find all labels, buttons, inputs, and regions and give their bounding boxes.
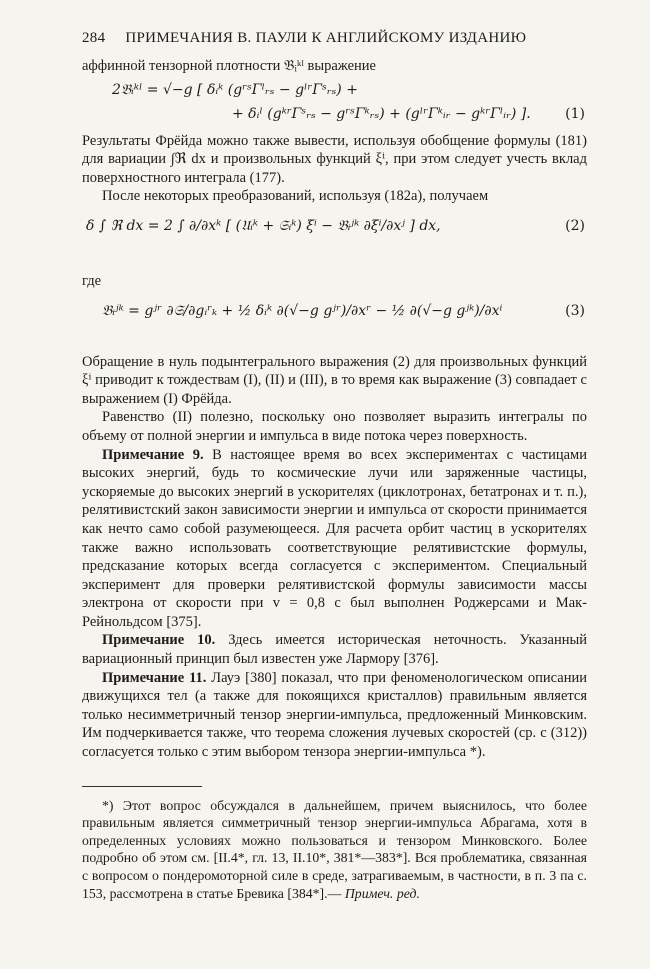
note-10: [82, 631, 587, 668]
where-label: где: [82, 272, 102, 289]
page-number: 284: [82, 30, 106, 46]
paragraph-3: Обращение в нуль подынтегрального выражения (2) для произвольных функций ξⁱ приводит к тождествам (I), (II) и (III), в то время как выражение (3) совпадает с выражением (I) Фрёйда.: [82, 353, 587, 407]
equation-number-1: (1): [565, 105, 585, 122]
paragraph-2: После некоторых преобразований, используя (182а), получаем: [102, 188, 489, 205]
note-10-label: Примечание 10.: [102, 632, 216, 649]
equation-number-2: (2): [565, 217, 585, 234]
formula-1-line-1-text: 2𝔅ᵢᵏˡ = √−g [ δᵢᵏ (gʳˢΓˡᵣₛ − gˡʳΓˢᵣₛ) +: [112, 81, 358, 98]
formula-3: [82, 291, 587, 353]
formula-3-text: 𝔅ᵢʲᵏ = gʲʳ ∂𝔖/∂gᵢʳₖ + ½ δᵢᵏ ∂(√−g gʲʳ)/∂xʳ − ½ ∂(√−g gʲᵏ)/∂xⁱ: [102, 302, 503, 319]
formula-2-text: δ ∫ ℜ dx = 2 ∫ ∂/∂xᵏ [ (𝔘ᵢᵏ + 𝔖ᵢᵏ) ξⁱ − 𝔅ᵢʲᵏ ∂ξⁱ/∂xʲ ] dx,: [86, 217, 441, 234]
note-10-text: Здесь имеется историческая неточность. Указанный вариационный принцип был известен уже Лармору [376].: [82, 632, 587, 668]
paragraph-1: Результаты Фрёйда можно также вывести, используя обобщение формулы (181) для вариации ∫ℜ dx и произвольных функций ξⁱ, при этом следует учесть вклад поверхностного интеграла (177).: [82, 132, 587, 186]
intro-line: аффинной тензорной плотности 𝔅ᵢᵏˡ выражение: [82, 58, 376, 74]
formula-1-line-1: [82, 76, 587, 106]
equation-number-3: (3): [565, 302, 585, 319]
footnote-text: *) Этот вопрос обсуждался в дальнейшем, причем выяснилось, что более правильным является симметричный тензор энергии-импульса Абрагама, хотя в определенных условиях можно пользоваться и тензором Минковского. Более подробно об этом см. [II.4*, гл. 13, II.10*, 381*—383*]. Вся проблематика, связанная с вопросом о пондеромоторной силе в среде, затрагиваемым, в частности, в п. 3 па с. 153, рассмотрена в статье Бревика [384*].—: [82, 797, 587, 901]
formula-1-line-2-text: + δᵢˡ (gᵏʳΓˢᵣₛ − gʳˢΓᵏᵣₛ) + (gˡʳΓᵏᵢᵣ − gᵏʳΓˡᵢᵣ) ].: [232, 105, 531, 122]
note-9: [82, 446, 587, 632]
note-11-label: Примечание 11.: [102, 669, 207, 686]
note-9-label: Примечание 9.: [102, 446, 204, 463]
page: [82, 30, 587, 902]
formula-1-line-2: [82, 106, 587, 132]
note-9-text: В настоящее время во всех экспериментах с частицами высоких энергий, будь то космические лучи или заряженные частицы, ускоряемые до высоких энергий в ускорителях (циклотронах, бетатронах и т. п.), релятивистский закон зависимости энергии и импульса от скорости принимается как нечто само собой разумеющееся. Для расчета орбит частиц в ускорителях также важно использовать соответствующие релятивистские формулы, предсказание которых всегда согласуется с экспериментом. Специальный эксперимент для проверки релятивистской формулы зависимости массы электрона от скорости при v = 0,8 c был выполнен Роджерсами и Мак-Рейнольдсом [375].: [82, 446, 587, 630]
footnote-signature: Примеч. ред.: [344, 885, 420, 901]
formula-2: [82, 206, 587, 270]
paragraph-4: Равенство (II) полезно, поскольку оно позволяет выразить интегралы по объему от полной энергии и импульса в виде потока через поверхность.: [82, 409, 587, 444]
footnote-divider: [82, 786, 202, 787]
footnote: [82, 797, 587, 903]
note-11: [82, 669, 587, 762]
running-title: ПРИМЕЧАНИЯ В. ПАУЛИ К АНГЛИЙСКОМУ ИЗДАНИЮ: [125, 30, 527, 46]
note-11-text: Лауэ [380] показал, что при феноменологическом описании движущихся тел (а также для покоящихся кристаллов) правильным является только несимметричный тензор энергии-импульса, предложенный Минковским. Им подчеркивается также, что теорема сложения лучевых скоростей (ср. с (312)) согласуется только с этим выбором тензора энергии-импульса *).: [82, 669, 587, 761]
page-header: [82, 30, 587, 47]
